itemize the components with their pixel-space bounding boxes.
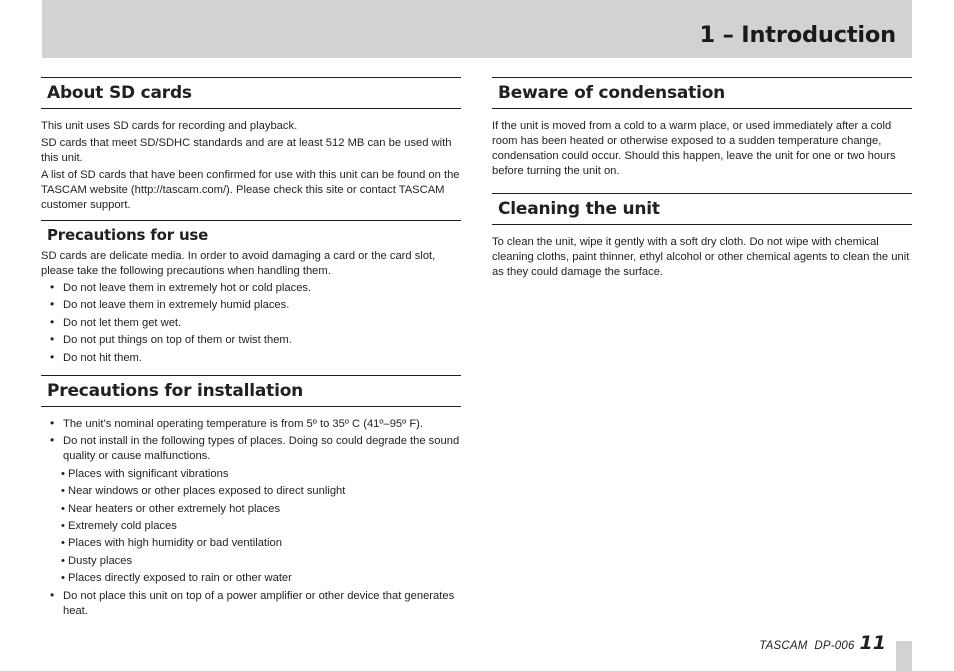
installation-list-continued — [41, 589, 461, 619]
list-item: • Do not leave them in extremely hot or cold places. — [41, 281, 461, 296]
sublist-item: • Places directly exposed to rain or other water — [61, 572, 292, 585]
list-item: • The unit’s nominal operating temperature is from 5º to 35º C (41º–95º F). — [41, 417, 461, 432]
list-item: • Do not hit them. — [41, 351, 461, 366]
section-heading-condensation — [492, 77, 912, 109]
list-item — [41, 434, 461, 464]
paragraph: To clean the unit, wipe it gently with a soft dry cloth. Do not wipe with chemical cleaning cloths, paint thinner, ethyl alcohol or other chemical agents to clean the unit as they could damage the surface. — [492, 236, 910, 278]
list-item: • Do not place this unit on top of a power amplifier or other device that generates heat. — [41, 589, 461, 619]
paragraph: A list of SD cards that have been confirmed for use with this unit can be found on the TASCAM website (http://tascam.com/). Please check this site or contact TASCAM customer support. — [41, 169, 460, 211]
list-item-text: Do not install in the following types of places. Doing so could degrade the sound quality or cause malfunctions. — [63, 435, 460, 463]
list-item: • Do not put things on top of them or twist them. — [41, 333, 461, 348]
section-title: Precautions for installation — [47, 380, 304, 401]
precautions-list — [41, 281, 461, 366]
section-title: About SD cards — [47, 83, 192, 103]
right-column — [492, 77, 912, 280]
sublist-item: • Near windows or other places exposed to direct sunlight — [61, 485, 346, 498]
list-item: • Do not leave them in extremely humid places. — [41, 298, 461, 313]
subsection-title: Precautions for use — [47, 226, 209, 244]
page-footer — [759, 632, 886, 654]
section-title: Beware of condensation — [498, 83, 726, 103]
places-sublist — [41, 467, 461, 586]
chapter-header-band — [42, 0, 912, 58]
footer-brand: TASCAM DP-006 — [759, 640, 855, 652]
paragraph: SD cards that meet SD/SDHC standards and are at least 512 MB can be used with this unit. — [41, 137, 452, 164]
section-heading-cleaning — [492, 193, 912, 225]
page-number: 11 — [859, 632, 886, 654]
section-title: Cleaning the unit — [498, 199, 660, 219]
section-heading-sd-cards — [41, 77, 461, 109]
paragraph: If the unit is moved from a cold to a warm place, or used immediately after a cold room has been heated or otherwise exposed to a sudden temperature change, condensation could occur. Should this happen, leave the unit for one or two hours before turning the unit on. — [492, 120, 896, 177]
subsection-heading-precautions-use — [41, 220, 461, 245]
page-edge-tab — [896, 641, 912, 671]
sublist-item: • Places with significant vibrations — [61, 467, 229, 480]
installation-list — [41, 417, 461, 464]
list-item: • Do not let them get wet. — [41, 316, 461, 331]
sublist-item: • Near heaters or other extremely hot places — [61, 502, 281, 515]
section-heading-installation — [41, 375, 461, 407]
paragraph: SD cards are delicate media. In order to avoid damaging a card or the card slot, please take the following precautions when handling them. — [41, 250, 436, 277]
paragraph: This unit uses SD cards for recording and playback. — [41, 120, 298, 132]
chapter-title: 1 – Introduction — [699, 22, 896, 48]
sublist-item: • Extremely cold places — [61, 519, 177, 532]
sublist-item: • Places with high humidity or bad ventilation — [61, 537, 282, 550]
sublist-item: • Dusty places — [61, 554, 133, 567]
left-column — [41, 77, 461, 621]
